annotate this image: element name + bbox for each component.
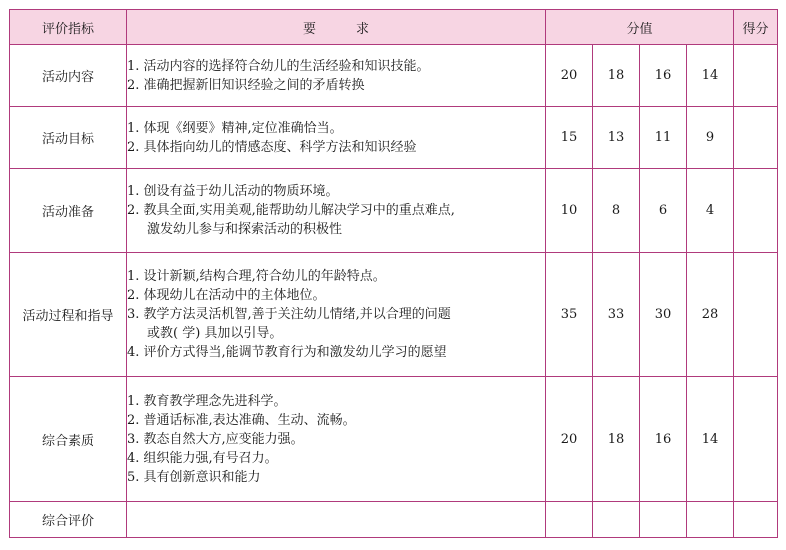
- requirement-line: 2. 具体指向幼儿的情感态度、科学方法和知识经验: [127, 139, 417, 155]
- row-requirements: [127, 45, 546, 107]
- requirement-line: 2. 教具全面,实用美观,能帮助幼儿解决学习中的重点难点,: [127, 203, 455, 218]
- row-requirements: [127, 377, 546, 502]
- value-cell: 16: [640, 377, 687, 502]
- row-requirements: [127, 107, 546, 169]
- row-requirements: [127, 169, 546, 253]
- value-cell: 35: [546, 253, 593, 377]
- row-indicator: 活动内容: [10, 45, 127, 107]
- footer-value-cell[interactable]: [546, 502, 593, 538]
- value-cell: 14: [687, 377, 734, 502]
- header-requirement-b: 求: [356, 21, 370, 37]
- requirement-line: 1. 活动内容的选择符合幼儿的生活经验和知识技能。: [127, 58, 430, 74]
- requirement-line: 4. 评价方式得当,能调节教育行为和激发幼儿学习的愿望: [127, 345, 447, 360]
- value-cell: 13: [593, 107, 640, 169]
- value-cell: 8: [593, 169, 640, 253]
- row-indicator: 综合素质: [10, 377, 127, 502]
- footer-value-cell[interactable]: [687, 502, 734, 538]
- requirement-line: 激发幼儿参与和探索活动的积极性: [147, 222, 343, 237]
- table-row: [10, 107, 778, 169]
- footer-requirements-cell[interactable]: [127, 502, 546, 538]
- value-cell: 10: [546, 169, 593, 253]
- requirement-line: 3. 教态自然大方,应变能力强。: [127, 431, 304, 447]
- table-row: [10, 169, 778, 253]
- value-cell: 33: [593, 253, 640, 377]
- requirement-line: 1. 创设有益于幼儿活动的物质环境。: [127, 184, 339, 199]
- row-requirements: [127, 253, 546, 377]
- header-value: 分值: [546, 10, 734, 45]
- value-cell: 16: [640, 45, 687, 107]
- requirement-line: 1. 教育教学理念先进科学。: [127, 393, 287, 409]
- value-cell: 30: [640, 253, 687, 377]
- score-cell[interactable]: [734, 107, 778, 169]
- requirement-line: 1. 体现《纲要》精神,定位准确恰当。: [127, 120, 343, 136]
- header-requirement: [127, 10, 546, 45]
- value-cell: 9: [687, 107, 734, 169]
- value-cell: 15: [546, 107, 593, 169]
- footer-value-cell[interactable]: [593, 502, 640, 538]
- value-cell: 28: [687, 253, 734, 377]
- score-cell[interactable]: [734, 169, 778, 253]
- row-indicator: 活动准备: [10, 169, 127, 253]
- footer-indicator: 综合评价: [10, 502, 127, 538]
- value-cell: 6: [640, 169, 687, 253]
- header-indicator: 评价指标: [10, 10, 127, 45]
- table-row: [10, 377, 778, 502]
- value-cell: 4: [687, 169, 734, 253]
- requirement-line: 或教( 学) 具加以引导。: [147, 326, 283, 341]
- value-cell: 18: [593, 377, 640, 502]
- score-cell[interactable]: [734, 45, 778, 107]
- value-cell: 20: [546, 45, 593, 107]
- table-row: [10, 253, 778, 377]
- evaluation-table-container: [9, 9, 778, 538]
- requirement-line: 2. 体现幼儿在活动中的主体地位。: [127, 288, 326, 303]
- footer-row: [10, 502, 778, 538]
- requirement-line: 4. 组织能力强,有号召力。: [127, 450, 278, 466]
- value-cell: 20: [546, 377, 593, 502]
- score-cell[interactable]: [734, 253, 778, 377]
- value-cell: 11: [640, 107, 687, 169]
- footer-score-cell[interactable]: [734, 502, 778, 538]
- value-cell: 14: [687, 45, 734, 107]
- footer-value-cell[interactable]: [640, 502, 687, 538]
- evaluation-table: [9, 9, 778, 538]
- requirement-line: 2. 普通话标准,表达准确、生动、流畅。: [127, 412, 356, 428]
- requirement-line: 5. 具有创新意识和能力: [127, 469, 261, 485]
- header-row: [10, 10, 778, 45]
- requirement-line: 1. 设计新颖,结构合理,符合幼儿的年龄特点。: [127, 269, 386, 284]
- header-requirement-a: 要: [302, 21, 316, 37]
- score-cell[interactable]: [734, 377, 778, 502]
- header-score: 得分: [734, 10, 778, 45]
- requirement-line: 3. 教学方法灵活机智,善于关注幼儿情绪,并以合理的问题: [127, 307, 451, 322]
- requirement-line: 2. 准确把握新旧知识经验之间的矛盾转换: [127, 77, 365, 93]
- table-row: [10, 45, 778, 107]
- value-cell: 18: [593, 45, 640, 107]
- row-indicator: 活动过程和指导: [10, 253, 127, 377]
- row-indicator: 活动目标: [10, 107, 127, 169]
